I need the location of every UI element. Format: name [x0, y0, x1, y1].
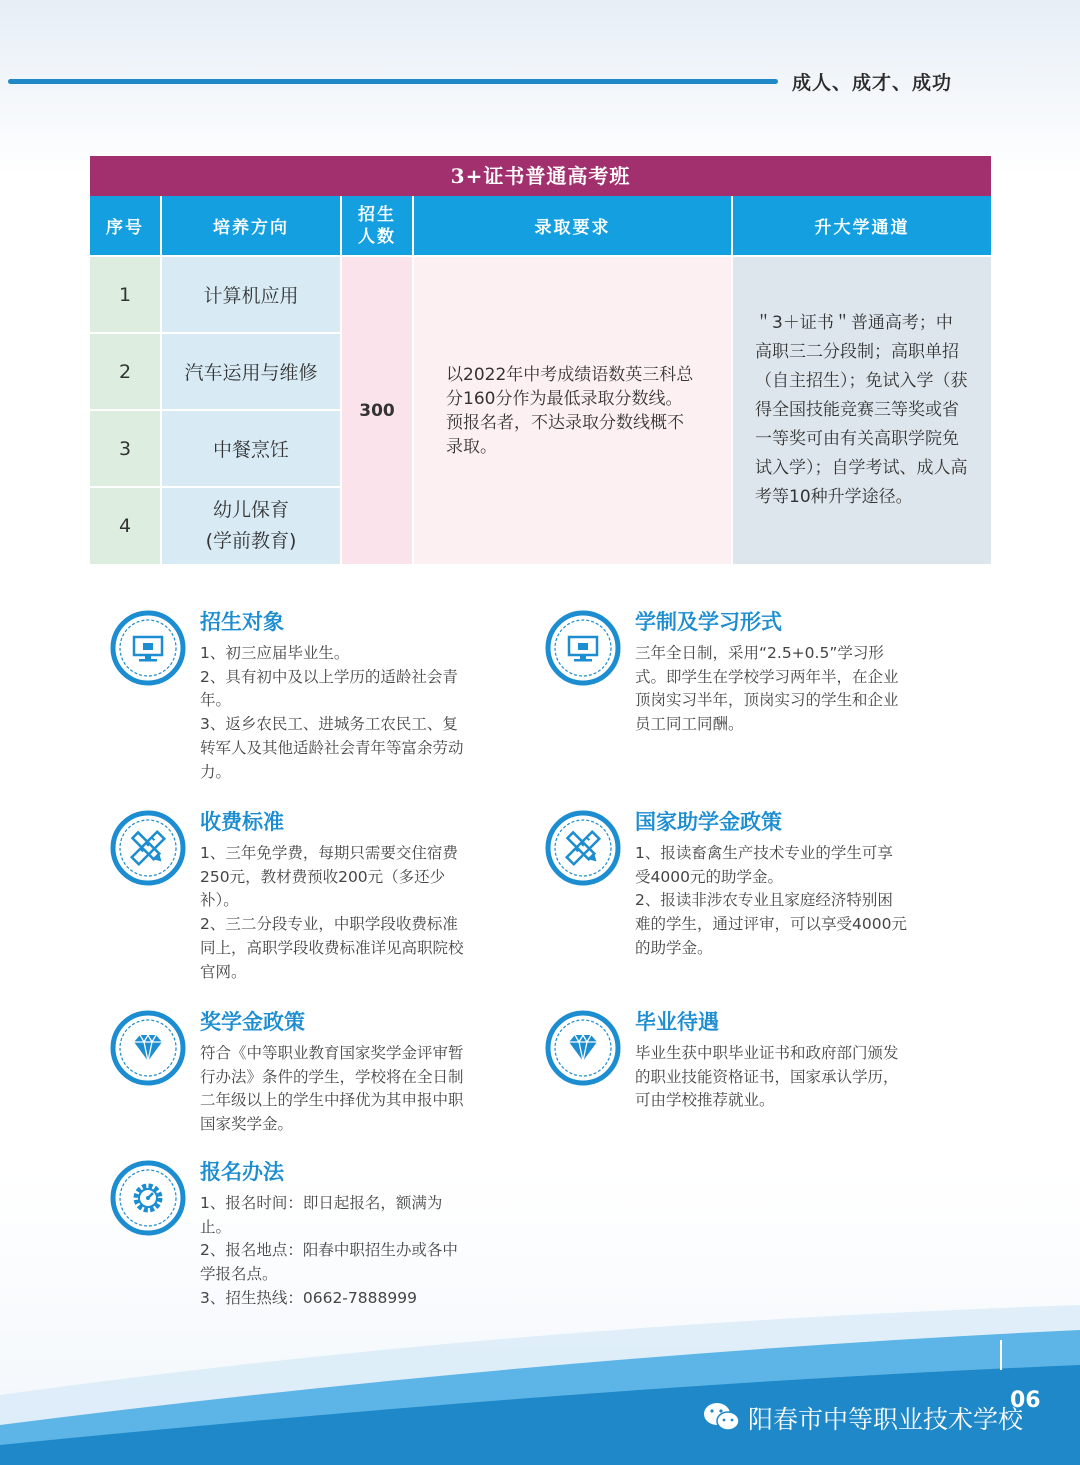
admission-requirement-text: 以2022年中考成绩语数英三科总分160分作为最低录取分数线。预报名者，不达录取分数线概不录取。	[446, 364, 694, 457]
row-4-direction	[162, 488, 340, 564]
section-apply-line: 3、招生热线：0662-7888999	[200, 1288, 417, 1307]
admission-requirement	[414, 257, 731, 564]
section-target-body	[200, 642, 472, 784]
header-seq: 序号	[90, 196, 160, 255]
section-grant-line: 2、报读非涉农专业且家庭经济特别困难的学生，通过评审，可以享受4000元的助学金。	[635, 891, 907, 957]
header-count-line2: 人数	[358, 226, 396, 247]
section-system-title: 学制及学习形式	[635, 610, 782, 634]
section-fees-line: 2、三二分段专业，中职学段收费标准同上，高职学段收费标准详见高职院校官网。	[200, 915, 464, 981]
table-title: 3+证书普通高考班	[90, 156, 991, 196]
footer-school-name: 阳春市中等职业技术学校	[748, 1405, 1024, 1434]
header-requirement: 录取要求	[414, 196, 731, 255]
row-4-direction-line1: 幼儿保育	[212, 499, 289, 521]
gauge-gear-icon	[110, 1160, 186, 1236]
section-system-body: 三年全日制，采用“2.5+0.5”学习形式。即学生在学校学习两年半，在企业顶岗实习半年，顶岗实习的学生和企业员工同工同酬。	[635, 644, 899, 734]
row-1-direction: 计算机应用	[162, 257, 340, 332]
section-graduation-body: 毕业生获中职毕业证书和政府部门颁发的职业技能资格证书，国家承认学历，可由学校推荐就业。	[635, 1044, 899, 1110]
section-apply-line: 1、报名时间：即日起报名，额满为止。	[200, 1194, 443, 1236]
row-3-direction: 中餐烹饪	[162, 411, 340, 486]
header-channel: 升大学通道	[733, 196, 991, 255]
row-3-seq: 3	[90, 411, 160, 486]
diamond-icon	[545, 1010, 621, 1086]
diamond-icon	[110, 1010, 186, 1086]
pencil-ruler-icon	[110, 810, 186, 886]
section-scholarship-body: 符合《中等职业教育国家奖学金评审暂行办法》条件的学生，学校将在全日制二年级以上的学生中择优为其申报中职国家奖学金。	[200, 1044, 464, 1134]
pencil-ruler-icon	[545, 810, 621, 886]
page-number: 06	[1010, 1388, 1041, 1413]
enrollment-count: 300	[342, 257, 412, 564]
section-grant-body	[635, 842, 907, 961]
section-fees-line: 1、三年免学费，每期只需要交住宿费250元，教材费预收200元（多还少补）。	[200, 844, 458, 910]
program-table	[90, 156, 991, 564]
section-target-line: 3、返乡农民工、进城务工农民工、复转军人及其他适龄社会青年等富余劳动力。	[200, 715, 464, 781]
section-grant-line: 1、报读畜禽生产技术专业的学生可享受4000元的助学金。	[635, 844, 893, 886]
section-scholarship-title: 奖学金政策	[200, 1010, 305, 1034]
university-channel-text: ＂3＋证书＂普通高考；中高职三二分段制；高职单招（自主招生）；免试入学（获得全国技能竞赛三等奖或省一等奖可由有关高职学院免试入学）；自学考试、成人高考等10种升学途径。	[755, 313, 968, 507]
row-4-direction-line2: (学前教育)	[205, 530, 297, 552]
section-graduation-title: 毕业待遇	[635, 1010, 719, 1034]
row-2-direction: 汽车运用与维修	[162, 334, 340, 409]
section-target-line: 2、具有初中及以上学历的适龄社会青年。	[200, 667, 458, 710]
header-count	[342, 196, 412, 255]
monitor-icon	[545, 610, 621, 686]
section-fees-title: 收费标准	[200, 810, 284, 834]
header-count-line1: 招生	[358, 204, 396, 225]
header-direction: 培养方向	[162, 196, 340, 255]
section-fees-body	[200, 842, 472, 984]
section-target-title: 招生对象	[200, 610, 284, 634]
header-slogan: 成人、成才、成功	[792, 72, 953, 94]
footer-wave	[0, 1285, 1080, 1465]
section-apply-line: 2、报名地点：阳春中职招生办或各中学报名点。	[200, 1241, 458, 1284]
row-4-seq: 4	[90, 488, 160, 564]
section-grant-title: 国家助学金政策	[635, 810, 782, 834]
monitor-icon	[110, 610, 186, 686]
section-apply-title: 报名办法	[200, 1160, 284, 1184]
university-channel	[733, 257, 991, 564]
row-1-seq: 1	[90, 257, 160, 332]
header-divider	[8, 79, 778, 84]
row-2-seq: 2	[90, 334, 160, 409]
wechat-icon	[703, 1401, 741, 1433]
section-target-line: 1、初三应届毕业生。	[200, 644, 350, 662]
